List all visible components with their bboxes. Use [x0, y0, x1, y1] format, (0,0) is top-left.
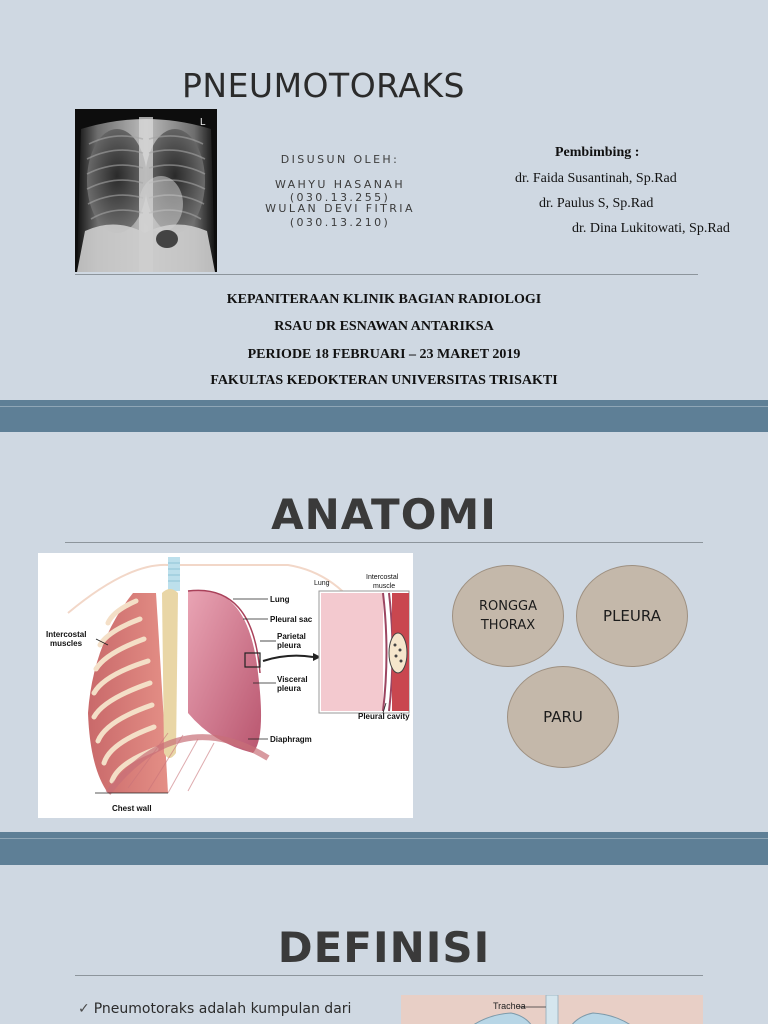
circle-label: PLEURA	[603, 606, 661, 625]
slide-heading: DEFINISI	[277, 923, 491, 972]
circle-paru[interactable]	[507, 666, 619, 768]
label-inset-lung: Lung	[314, 580, 330, 587]
checkmark-icon: ✓	[78, 1001, 90, 1017]
circle-label: THORAX	[480, 618, 536, 633]
label-trachea: Trachea	[493, 1001, 526, 1011]
thorax-anatomy-image	[38, 553, 413, 818]
label-pleural-cavity: Pleural cavity	[358, 712, 410, 721]
label-inset-muscle: muscle	[373, 583, 396, 590]
pembimbing-item: dr. Paulus S, Sp.Rad	[539, 196, 654, 211]
pembimbing-label: Pembimbing :	[555, 145, 640, 160]
slide-separator	[0, 400, 768, 432]
label-pleural-sac: Pleural sac	[270, 615, 313, 624]
author-2-name: WULAN DEVI FITRIA	[265, 202, 415, 215]
circle-rongga-thorax[interactable]	[452, 565, 564, 667]
circle-label: PARU	[543, 707, 583, 726]
divider	[75, 975, 703, 976]
label-lung: Lung	[270, 595, 290, 604]
label-intercostal: Intercostal	[46, 630, 87, 639]
definition-bullet	[78, 1001, 351, 1017]
slide-title-heading: PNEUMOTORAKS	[182, 66, 465, 105]
pembimbing-item: dr. Faida Susantinah, Sp.Rad	[515, 171, 677, 186]
circle-pleura[interactable]	[576, 565, 688, 667]
divider	[65, 542, 703, 543]
author-1: WAHYU HASANAH (030.13.255)	[274, 178, 406, 204]
label-visceral-pleura: pleura	[277, 684, 302, 693]
label-intercostal-muscles: muscles	[50, 639, 83, 648]
label-visceral: Visceral	[277, 675, 308, 684]
slide-definisi	[0, 865, 768, 1024]
label-inset-intercostal: Intercostal	[366, 574, 399, 581]
label-diaphragm: Diaphragm	[270, 735, 312, 744]
definition-text: Pneumotoraks adalah kumpulan dari	[93, 1001, 352, 1017]
pembimbing-item: dr. Dina Lukitowati, Sp.Rad	[572, 221, 730, 236]
chest-xray-image	[75, 109, 217, 272]
label-parietal-pleura: pleura	[277, 641, 302, 650]
slide-heading: ANATOMI	[271, 490, 497, 539]
pneumothorax-diagram-image	[401, 995, 703, 1024]
author-label: DISUSUN OLEH:	[280, 153, 400, 166]
divider	[75, 274, 698, 275]
slide-title	[0, 0, 768, 400]
slide-separator	[0, 832, 768, 865]
footer-line: RSAU DR ESNAWAN ANTARIKSA	[274, 319, 494, 334]
circle-label: RONGGA	[478, 599, 538, 614]
footer-line: PERIODE 18 FEBRUARI – 23 MARET 2019	[247, 347, 521, 362]
label-chest-wall: Chest wall	[112, 804, 152, 813]
svg-text:L: L	[200, 117, 206, 128]
slide-anatomi	[0, 432, 768, 832]
footer-line: KEPANITERAAN KLINIK BAGIAN RADIOLOGI	[226, 292, 542, 307]
footer-line: FAKULTAS KEDOKTERAN UNIVERSITAS TRISAKTI	[210, 373, 558, 388]
label-parietal: Parietal	[277, 632, 306, 641]
author-2-id: (030.13.210)	[289, 216, 391, 229]
